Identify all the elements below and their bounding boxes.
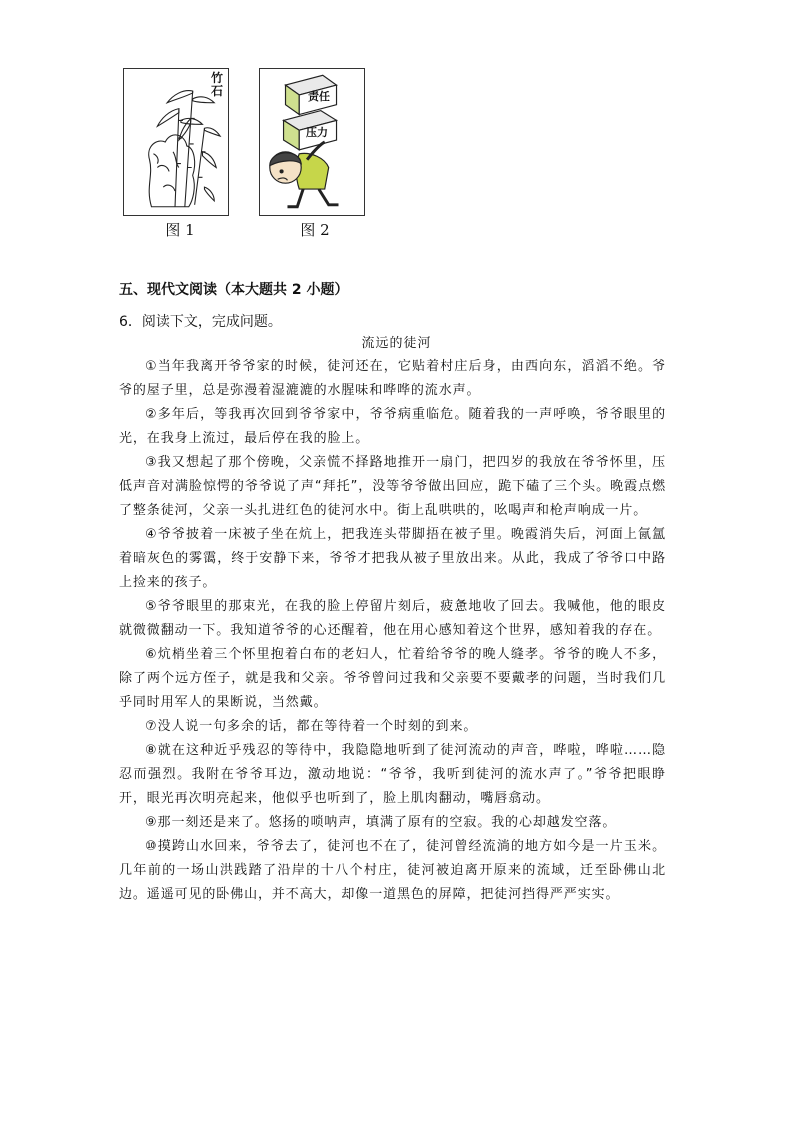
article-body: [119, 355, 666, 907]
article-paragraph: ②多年后，等我再次回到爷爷家中，爷爷病重临危。随着我的一声呼唤，爷爷眼里的光，在我身上流过，最后停在我的脸上。: [119, 407, 666, 446]
article-paragraph: ⑥炕梢坐着三个怀里抱着白布的老妇人，忙着给爷爷的晚人缝孝。爷爷的晚人不多，除了两个远方侄子，就是我和父亲。爷爷曾问过我和父亲要不要戴孝的问题，当时我们几乎同时用军人的果断说，当然戴。: [119, 647, 666, 710]
article-paragraph: ⑩摸跨山水回来，爷爷去了，徒河也不在了，徒河曾经流淌的地方如今是一片玉米。几年前的一场山洪践踏了沿岸的十八个村庄，徒河被迫离开原来的流域，迁至卧佛山北边。遥遥可见的卧佛山，并不高大，却像一道黑色的屏障，把徒河挡得严严实实。: [119, 839, 666, 902]
figure-2-caption: 图 2: [300, 221, 330, 239]
article-title: 流远的徒河: [361, 336, 432, 351]
figure-1-caption: 图 1: [165, 221, 195, 239]
figure-1-label: 竹石: [211, 71, 224, 98]
article-paragraph: ⑨那一刻还是来了。悠扬的唢呐声，填满了原有的空寂。我的心却越发空落。: [145, 815, 617, 830]
article-paragraph: ④爷爷披着一床被子坐在炕上，把我连头带脚捂在被子里。晚霞消失后，河面上氤氲着暗灰色的雾霭，终于安静下来，爷爷才把我从被子里放出来。从此，我成了爷爷口中路上捡来的孩子。: [119, 527, 666, 590]
box-label-responsibility: 责任: [308, 90, 330, 103]
article-paragraph: ⑧就在这种近乎残忍的等待中，我隐隐地听到了徒河流动的声音，哗啦，哗啦……隐忍而强烈。我附在爷爷耳边，激动地说：“爷爷，我听到徒河的流水声了。”爷爷把眼睁开，眼光再次明亮起来，他似乎也听到了，脸上肌肉翻动，嘴唇翕动。: [119, 743, 666, 806]
figure-1-bamboo-rock: [123, 68, 229, 216]
article-paragraph: ③我又想起了那个傍晚，父亲慌不择路地推开一扇门，把四岁的我放在爷爷怀里，压低声音对满脸惊愕的爷爷说了声“拜托”，没等爷爷做出回应，跪下磕了三个头。晚霞点燃了整条徒河，父亲一头扎进红色的徒河水中。街上乱哄哄的，吆喝声和枪声响成一片。: [119, 455, 666, 518]
article-paragraph: ⑦没人说一句多余的话，都在等待着一个时刻的到来。: [145, 719, 478, 734]
section-title: 五、现代文阅读（本大题共 2 小题）: [119, 282, 349, 298]
article-paragraph: ①当年我离开爷爷家的时候，徒河还在，它贴着村庄后身，由西向东，滔滔不绝。爷爷的屋子里，总是弥漫着湿漉漉的水腥味和哗哗的流水声。: [119, 359, 666, 398]
article-paragraph: ⑤爷爷眼里的那束光，在我的脸上停留片刻后，疲惫地收了回去。我喊他，他的眼皮就微微翻动一下。我知道爷爷的心还醒着，他在用心感知着这个世界，感知着我的存在。: [119, 599, 666, 638]
figure-2-burden: [259, 68, 365, 216]
box-label-pressure: 压力: [306, 126, 328, 139]
question-prompt: 6．阅读下文，完成问题。: [119, 314, 282, 330]
